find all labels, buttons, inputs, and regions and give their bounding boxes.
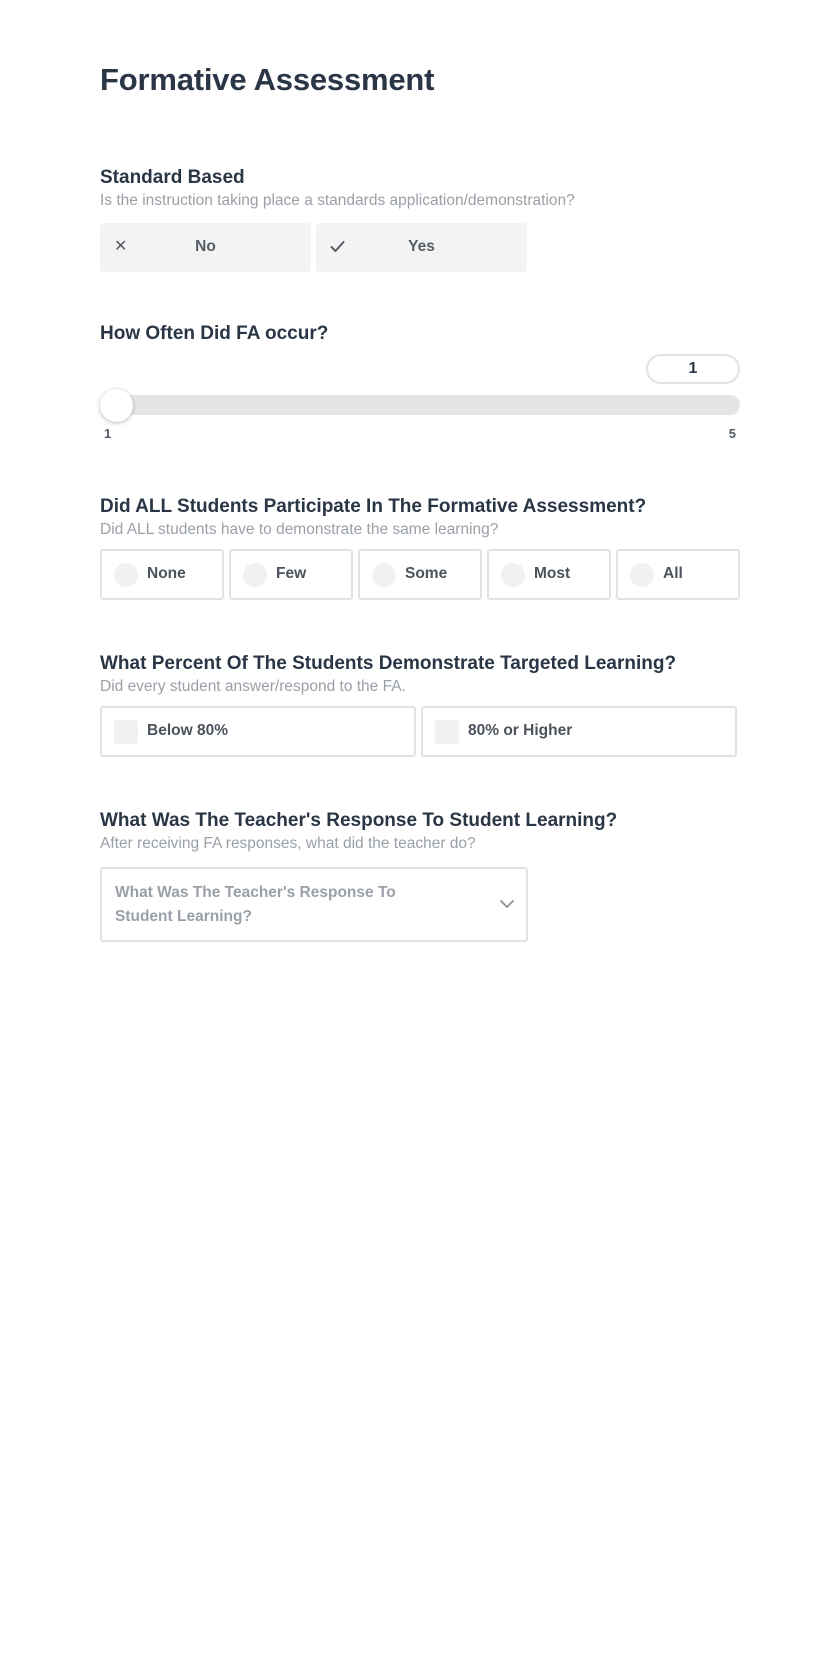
option-80-or-higher[interactable]	[421, 706, 737, 757]
teacher-response-select[interactable]	[100, 867, 528, 942]
select-placeholder: What Was The Teacher's Response To Student Learning?	[115, 884, 396, 925]
option-label: Below 80%	[147, 722, 228, 739]
participation-options	[100, 549, 740, 600]
radio-button[interactable]	[501, 563, 525, 587]
teacher-response-title: What Was The Teacher's Response To Student Learning?	[100, 810, 618, 831]
standard-based-yes-button[interactable]	[316, 223, 527, 272]
option-label: Some	[405, 565, 448, 582]
fa-frequency-title: How Often Did FA occur?	[100, 323, 329, 344]
option-none[interactable]	[100, 549, 224, 600]
yes-label: Yes	[408, 238, 435, 255]
standard-based-section	[100, 166, 740, 255]
targeted-learning-description: Did every student answer/respond to the FA.	[100, 678, 406, 695]
page-title: Formative Assessment	[100, 62, 435, 97]
slider-max-label: 5	[728, 426, 736, 441]
standard-based-toggle	[100, 223, 527, 272]
radio-button[interactable]	[243, 563, 267, 587]
radio-button[interactable]	[372, 563, 396, 587]
standard-based-title: Standard Based	[100, 167, 245, 188]
option-few[interactable]	[229, 549, 353, 600]
slider-value-input[interactable]: 1	[646, 354, 740, 384]
checkbox[interactable]	[114, 720, 138, 744]
option-label: 80% or Higher	[468, 722, 573, 739]
checkbox[interactable]	[435, 720, 459, 744]
close-icon: ✕	[114, 238, 128, 255]
chevron-down-icon	[498, 895, 516, 913]
standard-based-description: Is the instruction taking place a standards application/demonstration?	[100, 192, 575, 209]
slider-track[interactable]	[100, 395, 740, 415]
option-label: All	[663, 565, 683, 582]
option-label: Few	[276, 565, 307, 582]
teacher-response-description: After receiving FA responses, what did the teacher do?	[100, 835, 476, 852]
standard-based-no-button[interactable]	[100, 223, 311, 272]
radio-button[interactable]	[630, 563, 654, 587]
targeted-learning-section	[100, 652, 740, 739]
targeted-learning-options	[100, 706, 737, 757]
participation-title: Did ALL Students Participate In The Formative Assessment?	[100, 496, 647, 517]
participation-description: Did ALL students have to demonstrate the same learning?	[100, 521, 499, 538]
option-all[interactable]	[616, 549, 740, 600]
slider-handle[interactable]	[100, 389, 133, 422]
targeted-learning-title: What Percent Of The Students Demonstrate Targeted Learning?	[100, 653, 677, 674]
participation-section	[100, 495, 740, 582]
radio-button[interactable]	[114, 563, 138, 587]
fa-frequency-section	[100, 322, 740, 452]
teacher-response-section	[100, 809, 740, 925]
option-label: None	[147, 565, 186, 582]
option-below-80[interactable]	[100, 706, 416, 757]
option-most[interactable]	[487, 549, 611, 600]
option-label: Most	[534, 565, 571, 582]
slider-min-label: 1	[104, 426, 112, 441]
no-label: No	[195, 238, 216, 255]
option-some[interactable]	[358, 549, 482, 600]
